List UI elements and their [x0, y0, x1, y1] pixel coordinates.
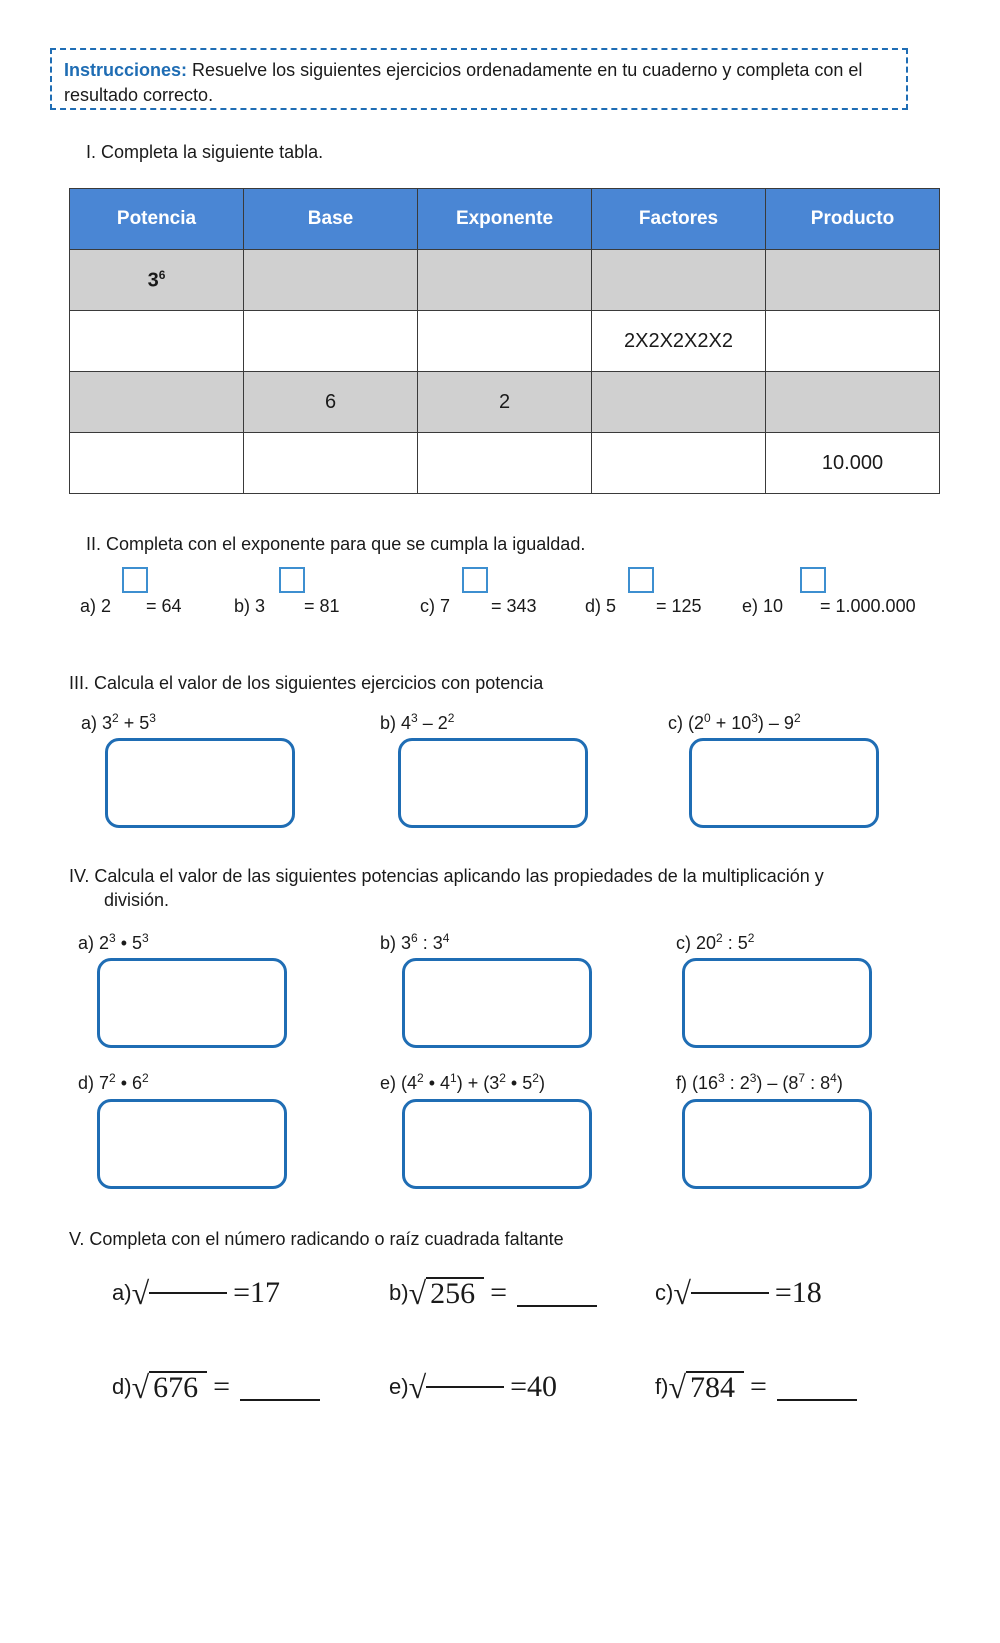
cell-base[interactable] — [244, 311, 418, 372]
instructions-label: Instrucciones: — [64, 60, 188, 80]
header-potencia: Potencia — [70, 189, 244, 250]
cell-factores[interactable] — [592, 250, 766, 311]
section-5-title: V. Completa con el número radicando o raíz cuadrada faltante — [69, 1229, 564, 1249]
answer-box-4e[interactable] — [402, 1099, 592, 1189]
header-base: Base — [244, 189, 418, 250]
cell-factores[interactable] — [592, 372, 766, 433]
root-item-d — [112, 1370, 320, 1404]
root-label: c) — [655, 1280, 674, 1305]
cell-base[interactable]: 6 — [244, 372, 418, 433]
cell-potencia[interactable] — [70, 250, 244, 311]
section-4-title-cont: división. — [104, 890, 170, 910]
root-label: a) — [112, 1280, 132, 1305]
root-label: f) — [655, 1374, 669, 1399]
root-label: b) — [389, 1280, 409, 1305]
answer-box-3c[interactable] — [689, 738, 879, 828]
table-row — [70, 433, 940, 494]
exercise-3a-label: a) $3^2 + 5^3$ — [81, 711, 156, 733]
exp-result-c: = 343 — [491, 596, 537, 616]
root-answer-b[interactable] — [517, 1279, 597, 1307]
instructions-text — [64, 58, 894, 108]
exponent-input-b[interactable] — [279, 567, 305, 593]
root-result: =17 — [233, 1276, 281, 1309]
root-item-a — [112, 1276, 280, 1310]
exp-item-c — [420, 596, 450, 617]
root-item-f — [655, 1370, 857, 1404]
table-header-row — [70, 189, 940, 250]
answer-box-4f[interactable] — [682, 1099, 872, 1189]
exponent-input-a[interactable] — [122, 567, 148, 593]
answer-box-3a[interactable] — [105, 738, 295, 828]
root-result: =40 — [510, 1370, 558, 1403]
cell-exponente[interactable] — [418, 433, 592, 494]
exp-result-d: = 125 — [656, 596, 702, 616]
root-item-c — [655, 1276, 822, 1310]
cell-base[interactable] — [244, 433, 418, 494]
power-exp-text: 6 — [158, 267, 166, 282]
exercise-4b-label: b) $3^6$ : $3^4$ — [380, 931, 450, 953]
exercise-4e-label: e) ($4^2$ • $4^1) + (3^2$ • $5^2$) — [380, 1071, 545, 1093]
sqrt-symbol: √ — [131, 1369, 150, 1405]
section-4-title: IV. Calcula el valor de las siguientes potencias aplicando las propiedades de la multiplicación y — [69, 866, 824, 886]
exponent-input-c[interactable] — [462, 567, 488, 593]
answer-box-4b[interactable] — [402, 958, 592, 1048]
instructions-body: Resuelve los siguientes ejercicios ordenadamente en tu cuaderno y completa con el resultado correcto. — [64, 60, 863, 105]
exp-item-a — [80, 596, 111, 617]
header-factores: Factores — [592, 189, 766, 250]
exp-prefix: e) 10 — [742, 596, 784, 616]
exp-prefix: a) 2 — [80, 596, 112, 616]
radicand-input-a[interactable] — [149, 1292, 227, 1294]
sqrt-symbol: √ — [408, 1369, 427, 1405]
exercise-4c-label: c) $20^2$ : $5^2$ — [676, 931, 755, 953]
radicand-value-f: 784 — [686, 1371, 744, 1403]
cell-producto[interactable]: 10.000 — [766, 433, 940, 494]
root-label: e) — [389, 1374, 409, 1399]
root-label: d) — [112, 1374, 132, 1399]
cell-exponente[interactable]: 2 — [418, 372, 592, 433]
power-base-text: 3 — [147, 269, 159, 292]
exp-result-e: = 1.000.000 — [820, 596, 916, 616]
exp-result-b: = 81 — [304, 596, 340, 616]
answer-box-3b[interactable] — [398, 738, 588, 828]
exp-item-e — [742, 596, 783, 617]
table-row — [70, 372, 940, 433]
cell-base[interactable] — [244, 250, 418, 311]
table-row — [70, 311, 940, 372]
instructions-box — [50, 48, 908, 110]
exp-prefix: b) 3 — [234, 596, 266, 616]
table-row — [70, 250, 940, 311]
root-result: =18 — [774, 1276, 822, 1309]
sqrt-symbol: √ — [673, 1275, 691, 1311]
root-answer-f[interactable] — [777, 1373, 857, 1401]
exp-prefix: c) 7 — [420, 596, 451, 616]
exponent-input-d[interactable] — [628, 567, 654, 593]
section-1-title: I. Completa la siguiente tabla. — [86, 142, 324, 162]
radicand-value-b: 256 — [426, 1277, 484, 1309]
exercise-4d-label: d) $7^2$ • $6^2$ — [78, 1071, 149, 1093]
cell-producto[interactable] — [766, 311, 940, 372]
root-equals: = — [213, 1370, 231, 1403]
cell-potencia[interactable] — [70, 372, 244, 433]
section-2-title: II. Completa con el exponente para que se cumpla la igualdad. — [86, 534, 586, 554]
exp-item-d — [585, 596, 616, 617]
cell-exponente[interactable] — [418, 311, 592, 372]
section-3-title: III. Calcula el valor de los siguientes ejercicios con potencia — [69, 673, 544, 693]
sqrt-symbol: √ — [668, 1369, 687, 1405]
cell-producto[interactable] — [766, 372, 940, 433]
header-exponente: Exponente — [418, 189, 592, 250]
radicand-input-c[interactable] — [691, 1292, 769, 1294]
powers-table — [69, 188, 940, 494]
radicand-value-d: 676 — [149, 1371, 207, 1403]
exercise-3c-label: c) $(2^0 + 10^3) - 9^2$ — [668, 711, 801, 733]
exponent-input-e[interactable] — [800, 567, 826, 593]
root-item-b — [389, 1276, 597, 1310]
sqrt-symbol: √ — [131, 1275, 150, 1311]
root-item-e — [389, 1370, 557, 1404]
root-equals: = — [490, 1276, 508, 1309]
answer-box-4c[interactable] — [682, 958, 872, 1048]
cell-factores[interactable] — [592, 433, 766, 494]
exercise-4f-label: f) ($16^3$ : $2^3) - (8^7$ : $8^4$) — [676, 1071, 843, 1093]
sqrt-symbol: √ — [408, 1275, 427, 1311]
cell-factores[interactable]: 2X2X2X2X2 — [592, 311, 766, 372]
cell-producto[interactable] — [766, 250, 940, 311]
root-equals: = — [750, 1370, 767, 1403]
exp-result-a: = 64 — [146, 596, 182, 616]
cell-potencia[interactable] — [70, 433, 244, 494]
exp-prefix: d) 5 — [585, 596, 617, 616]
answer-box-4a[interactable] — [97, 958, 287, 1048]
cell-exponente[interactable] — [418, 250, 592, 311]
root-answer-d[interactable] — [240, 1373, 320, 1401]
radicand-input-e[interactable] — [426, 1386, 504, 1388]
exp-item-b — [234, 596, 265, 617]
exercise-4a-label: a) $2^3$ • $5^3$ — [78, 931, 149, 953]
answer-box-4d[interactable] — [97, 1099, 287, 1189]
header-producto: Producto — [766, 189, 940, 250]
exercise-3b-label: b) $4^3 - 2^2$ — [380, 711, 455, 733]
cell-potencia[interactable] — [70, 311, 244, 372]
